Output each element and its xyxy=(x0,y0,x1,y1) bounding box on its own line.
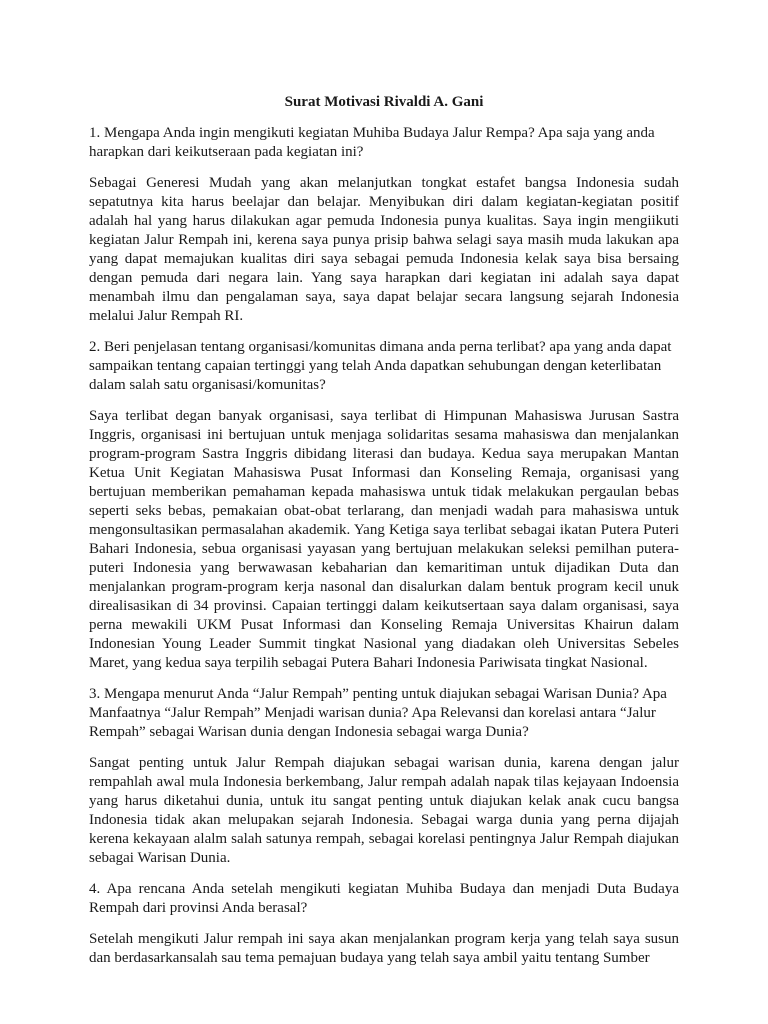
answer-4: Setelah mengikuti Jalur rempah ini saya akan menjalankan program kerja yang telah saya susun dan berdasarkansalah sau tema pemajuan budaya yang telah saya ambil yaitu tentang Sumber xyxy=(89,931,679,966)
document-body xyxy=(89,124,679,980)
question-2: 2. Beri penjelasan tentang organisasi/komunitas dimana anda perna terlibat? apa yang anda dapat sampaikan tentang capaian tertinggi yang telah Anda dapatkan sehubungan dengan keterlibatan dalam salah satu organisasi/komunitas? xyxy=(89,339,672,393)
question-3: 3. Mengapa menurut Anda “Jalur Rempah” penting untuk diajukan sebagai Warisan Dunia? Apa Manfaatnya “Jalur Rempah” Menjadi warisan dunia? Apa Relevansi dan korelasi antara “Jalur Rempah” sebagai Warisan dunia dengan Indonesia sebagai warga Dunia? xyxy=(89,686,667,740)
question-1: 1. Mengapa Anda ingin mengikuti kegiatan Muhiba Budaya Jalur Rempa? Apa saja yang anda harapkan dari keikutseraan pada kegiatan ini? xyxy=(89,125,655,160)
document-title: Surat Motivasi Rivaldi A. Gani xyxy=(284,94,484,110)
answer-2: Saya terlibat degan banyak organisasi, saya terlibat di Himpunan Mahasiswa Jurusan Sastra Inggris, organisasi ini bertujuan untuk menjaga solidaritas sesama mahasiswa dan menjalankan program-program Sastra Inggris dibidang literasi dan budaya. Kedua saya merupakan Mantan Ketua Unit Kegiatan Mahasiswa Pusat Informasi dan Konseling Remaja, organisasi yang bertujuan memberikan pemahaman kepada mahasiswa untuk tidak melakukan pergaulan bebas seperti seks bebas, pemakaian obat-obat terlarang, dan menjadi wadah para mahasiswa untuk mengonsultasikan permasalahan akademik. Yang Ketiga saya terlibat sebagai ikatan Putera Puteri Bahari Indonesia, sebua organisasi yayasan yang bertujuan melakukan seleksi pemilhan putera-puteri Indonesia yang berwawasan kebaharian dan kemaritiman untuk dijadikan Duta dan menjalankan program-program kerja nasonal dan disalurkan dalam bentuk program kecil unuk direalisasikan di 34 provinsi. Capaian tertinggi dalam keikutsertaan saya dalam organisasi, saya perna mewakili UKM Pusat Informasi dan Konseling Remaja Universitas Khairun dalam Indonesian Young Leader Summit tingkat Nasional yang diadakan oleh Universitas Sebeles Maret, yang kedua saya terpilih sebagai Putera Bahari Indonesia Pariwisata tingkat Nasional. xyxy=(89,408,679,671)
question-4: 4. Apa rencana Anda setelah mengikuti kegiatan Muhiba Budaya dan menjadi Duta Budaya Rempah dari provinsi Anda berasal? xyxy=(89,881,679,916)
answer-1: Sebagai Generesi Mudah yang akan melanjutkan tongkat estafet bangsa Indonesia sudah sepatutnya kita harus beelajar dan belajar. Menyibukan diri dalam kegiatan-kegiatan positif adalah hal yang harus dilakukan agar pemuda Indonesia punya kualitas. Saya ingin mengiikuti kegiatan Jalur Rempah ini, kerena saya punya prisip bahwa selagi saya masih muda lakukan apa yang dapat memajukan kualitas diri saya sebagai pemuda Indonesia kelak saya bisa bersaing dengan pemuda dari negara lain. Yang saya harapkan dari kegiatan ini adalah saya dapat menambah ilmu dan pengalaman saya, saya dapat belajar secara langsung sejarah Indonesia melalui Jalur Rempah RI. xyxy=(89,175,679,324)
answer-3: Sangat penting untuk Jalur Rempah diajukan sebagai warisan dunia, karena dengan jalur rempahlah awal mula Indonesia berkembang, Jalur rempah adalah napak tilas kejayaan Indoensia yang harus diketahui dunia, untuk itu sangat penting untuk diajukan kelak anak cucu bangsa Indonesia tidak akan melupakan sejarah Indonesia. Sebagai warga dunia yang perna dijajah kerena kekayaan alalm salah satunya rempah, sebagai korelasi pentingnya Jalur Rempah diajukan sebagai Warisan Dunia. xyxy=(89,755,679,866)
